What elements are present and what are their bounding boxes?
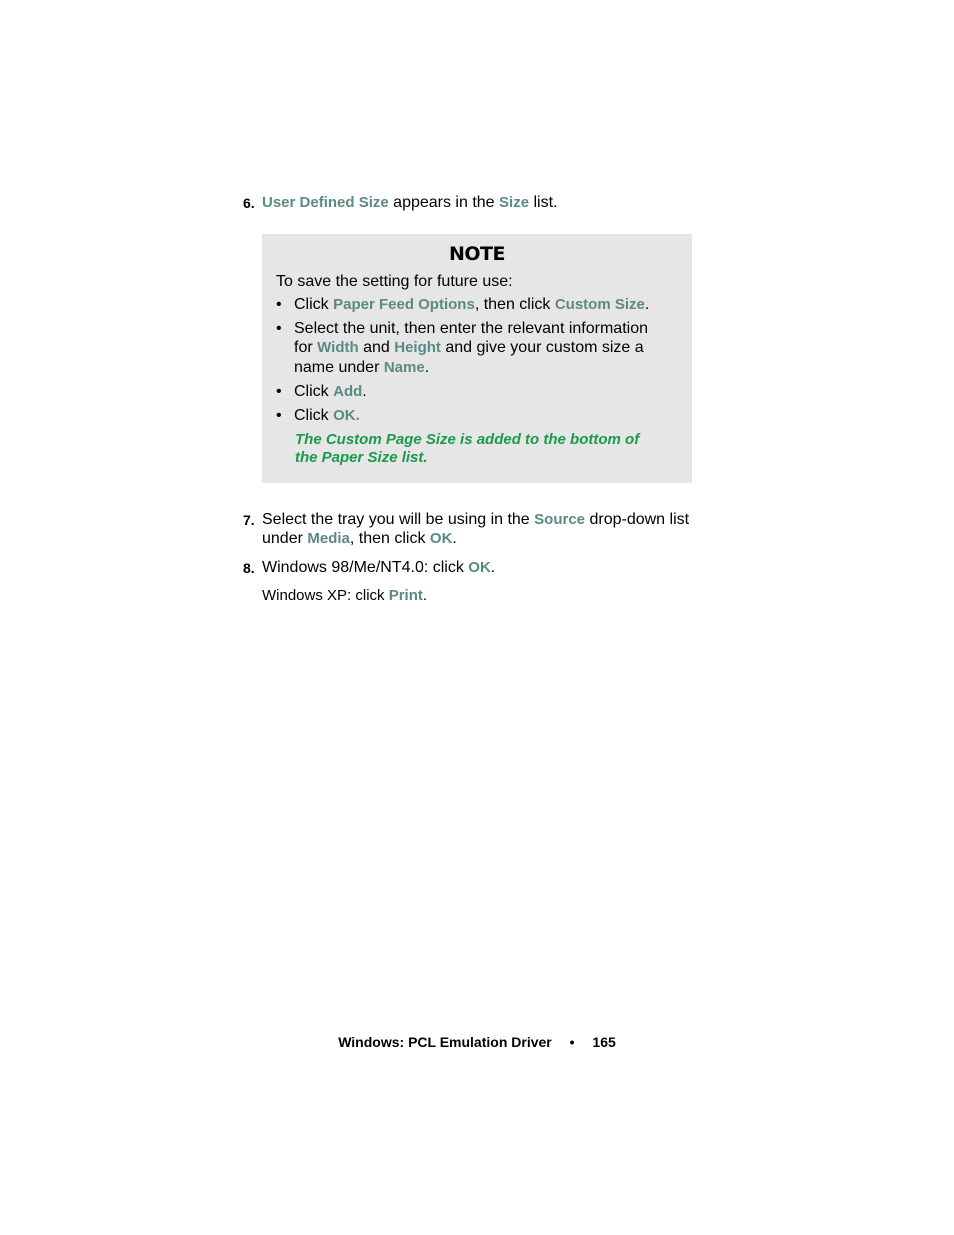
step-8-text-part: Windows 98/Me/NT4.0: click — [262, 559, 469, 576]
ui-term-height: Height — [394, 339, 441, 356]
ui-term-ok: OK. — [333, 407, 360, 424]
bullet-2: • — [276, 320, 282, 337]
note-bullet-2-line-3 — [294, 359, 429, 377]
ui-term-ok: OK — [468, 559, 491, 576]
note-box — [262, 234, 692, 483]
bullet-1: • — [276, 296, 282, 313]
note-bullet-1-text — [294, 296, 649, 314]
bullet-text-part: . — [424, 359, 430, 376]
note-bullet-2-line-2 — [294, 339, 644, 357]
note-intro: To save the setting for future use: — [276, 273, 513, 290]
bullet-text-part: . — [362, 383, 367, 400]
step-8-text-part: . — [422, 587, 428, 604]
ui-term-ok: OK — [429, 530, 453, 547]
bullet-text-part: Click — [294, 407, 334, 424]
step-8-number: 8. — [243, 560, 255, 576]
bullet-text-part: , then click — [474, 296, 555, 313]
note-result-line-2: the Paper Size list. — [295, 449, 428, 466]
bullet-4: • — [276, 407, 282, 424]
ui-term-width: Width — [317, 339, 359, 356]
note-title: NOTE — [449, 243, 505, 265]
ui-term-paper-feed-options: Paper Feed Options — [333, 296, 475, 313]
bullet-text-part: and — [358, 339, 395, 356]
step-7-text-part: , then click — [349, 530, 430, 547]
ui-term-add: Add — [333, 383, 363, 400]
note-bullet-3-text — [294, 383, 367, 401]
bullet-text-part: for — [294, 339, 318, 356]
step-6-text-part: list. — [529, 194, 558, 211]
note-result-line-1: The Custom Page Size is added to the bottom of — [295, 431, 640, 448]
step-6-text — [262, 194, 557, 212]
bullet-text-part: Click — [294, 296, 334, 313]
step-6-number: 6. — [243, 195, 255, 211]
bullet-text-part: . — [644, 296, 650, 313]
step-7-text-part: under — [262, 530, 308, 547]
step-7-line-1 — [262, 511, 689, 529]
step-8-text-part: . — [490, 559, 496, 576]
step-6-text-part: appears in the — [388, 194, 500, 211]
page-number: 165 — [592, 1034, 616, 1050]
step-7-line-2 — [262, 530, 457, 548]
step-7-text-part: . — [452, 530, 457, 547]
ui-term-source: Source — [534, 511, 586, 528]
ui-term-custom-size: Custom Size — [554, 296, 645, 313]
ui-term-print: Print — [388, 587, 423, 604]
ui-term-size: Size — [499, 194, 530, 211]
page-footer — [0, 1034, 954, 1050]
step-7-number: 7. — [243, 512, 255, 528]
ui-term-user-defined-size: User Defined Size — [262, 194, 389, 211]
step-7-text-part: Select the tray you will be using in the — [262, 511, 535, 528]
bullet-3: • — [276, 383, 282, 400]
footer-separator: • — [569, 1034, 575, 1050]
ui-term-name: Name — [383, 359, 425, 376]
step-8-line-1 — [262, 559, 495, 577]
step-7-text-part: drop-down list — [585, 511, 690, 528]
bullet-text-part: Click — [294, 383, 334, 400]
note-bullet-4-text — [294, 407, 360, 425]
footer-section-title: Windows: PCL Emulation Driver — [338, 1034, 552, 1050]
bullet-text-part: and give your custom size a — [440, 339, 644, 356]
step-8-line-2 — [262, 587, 427, 604]
ui-term-media: Media — [307, 530, 350, 547]
step-8-text-part: Windows XP: click — [262, 587, 389, 604]
bullet-text-part: name under — [294, 359, 384, 376]
note-bullet-2-line-1: Select the unit, then enter the relevant information — [294, 320, 648, 337]
